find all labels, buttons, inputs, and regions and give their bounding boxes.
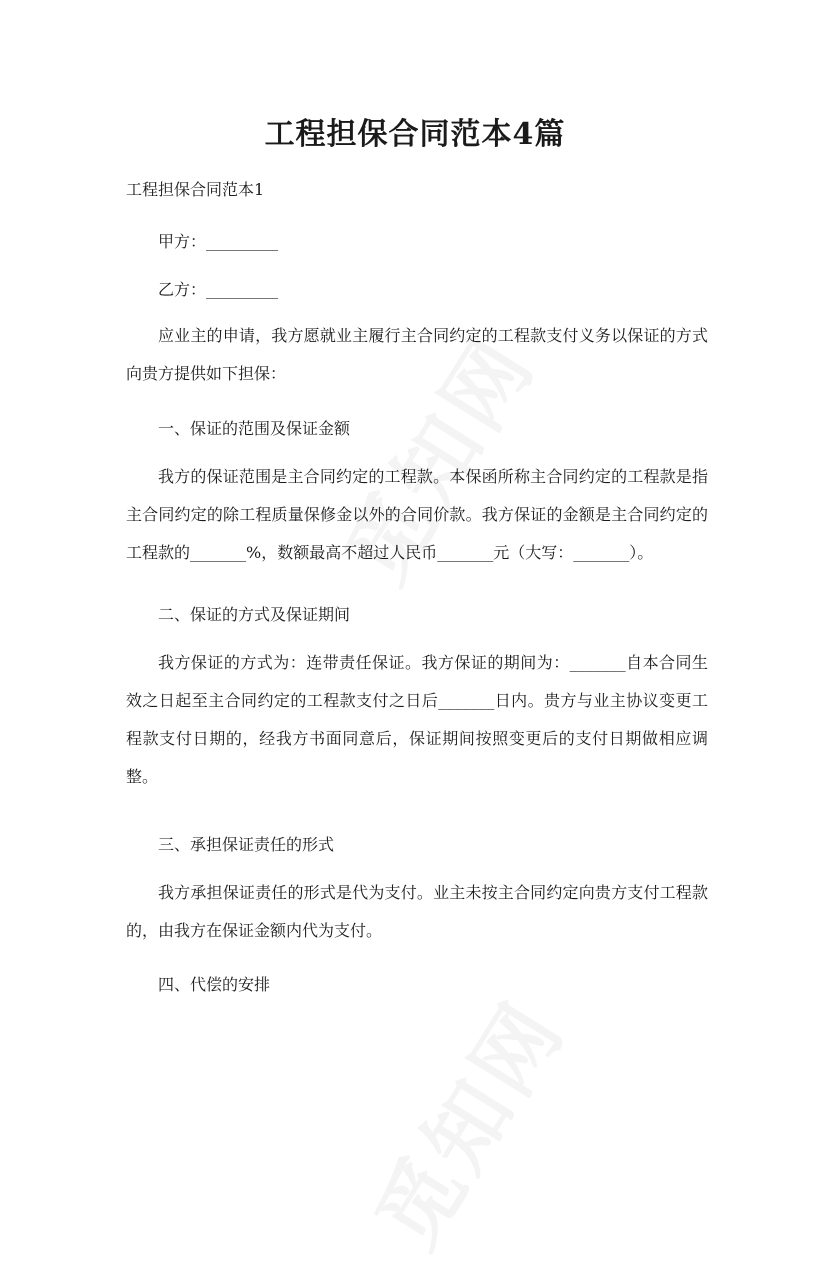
party-a-line: 甲方：_________ [158, 232, 279, 251]
section-heading-4: 四、代偿的安排 [158, 975, 271, 994]
section-subtitle: 工程担保合同范本1 [126, 180, 265, 199]
party-b-line: 乙方：_________ [158, 280, 279, 299]
intro-paragraph: 应业主的申请，我方愿就业主履行主合同约定的工程款支付义务以保证的方式向贵方提供如下担保： [126, 326, 708, 383]
section-heading-1: 一、保证的范围及保证金额 [158, 419, 351, 438]
section-paragraph-2: 我方保证的方式为：连带责任保证。我方保证的期间为：_______自本合同生效之日起至主合同约定的工程款支付之日后_______日内。贵方与业主协议变更工程款支付日期的，经我方书面同意后，保证期间按照变更后的支付日期做相应调整。 [126, 653, 708, 786]
watermark [342, 974, 588, 1267]
section-paragraph-3: 我方承担保证责任的形式是代为支付。业主未按主合同约定向贵方支付工程款的，由我方在保证金额内代为支付。 [126, 883, 708, 940]
section-heading-3: 三、承担保证责任的形式 [158, 835, 335, 854]
section-heading-2: 二、保证的方式及保证期间 [158, 605, 351, 624]
section-paragraph-1: 我方的保证范围是主合同约定的工程款。本保函所称主合同约定的工程款是指主合同约定的除工程质量保修金以外的合同价款。我方保证的金额是主合同约定的工程款的_______%，数额最高不超过人民币_______元（大写：_______）。 [126, 467, 708, 562]
document-title: 工程担保合同范本4篇 [264, 117, 566, 152]
